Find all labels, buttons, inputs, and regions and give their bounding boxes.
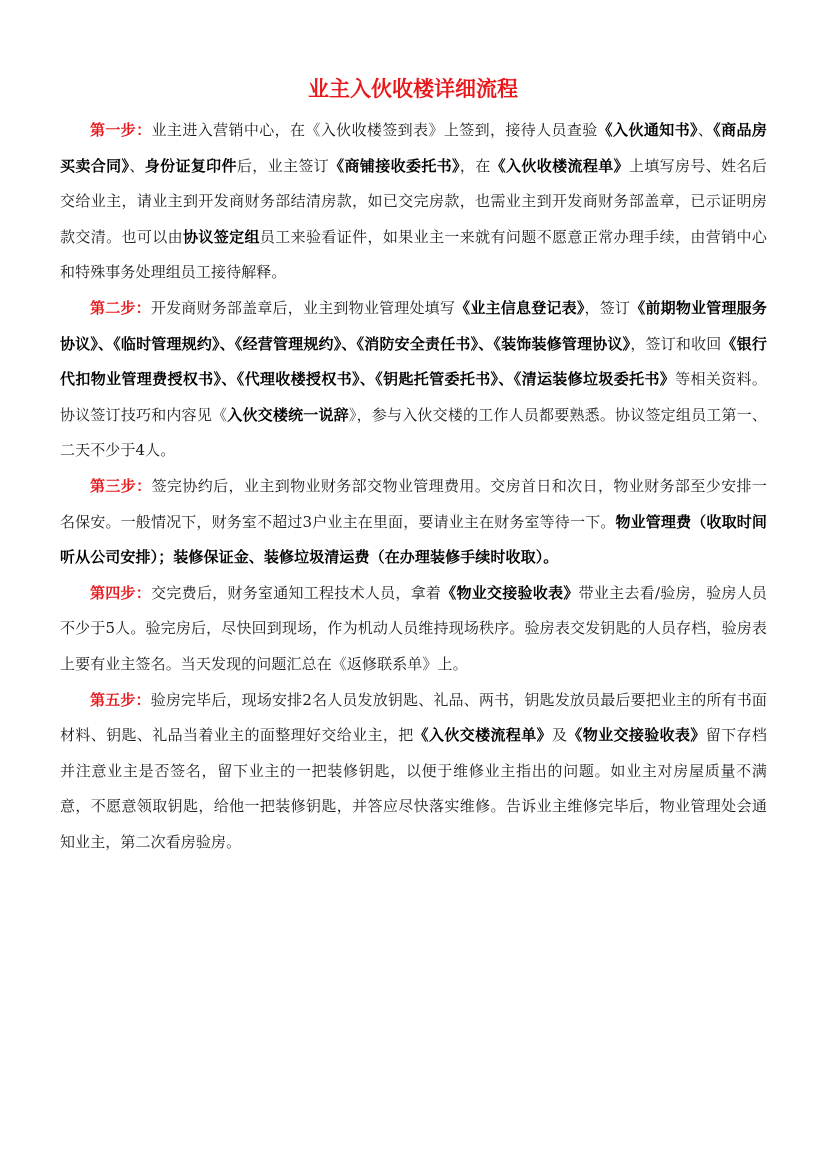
step-text-bold: 身份证复印件: [144, 156, 237, 175]
step-text-bold: 《前期物业管理服务协议》、《临时管理规约》、《经营管理规约》、《消防安全责任书》、《装饰装修管理协议》: [60, 298, 767, 353]
step-text: ，签订和收回: [630, 334, 722, 353]
step-paragraph: [60, 291, 767, 469]
step-text: 签完协约后，业主到物业财务部交物业管理费用。交房首日和次日，物业财务部至少安排一名保安。一般情况下，财务室不超过3户业主在里面，要请业主在财务室等待一下。: [60, 476, 767, 531]
step-text: 带业主去看/验房，验房人员不少于5人。验完房后，尽快回到现场，作为机动人员维持现场秩序。验房表交发钥匙的人员存档，验房表上要有业主签名。当天发现的问题汇总在《返修联系单》上。: [60, 583, 767, 673]
step-text: 验房完毕后，现场安排2名人员发放钥匙、礼品、两书，钥匙发放员最后要把业主的所有书面材料、钥匙、礼品当着业主的面整理好交给业主，把: [60, 690, 767, 745]
step-text-bold: 《银行代扣物业管理费授权书》、《代理收楼授权书》、《钥匙托管委托书》、《清运装修垃圾委托书》: [60, 334, 767, 389]
step-text-bold: 物业管理费（收取时间听从公司安排）；装修保证金、装修垃圾清运费（在办理装修手续时收取）。: [60, 512, 767, 567]
step-text-bold: 《商铺接收委托书》: [329, 156, 460, 175]
step-text-bold: 《物业交接验收表》: [567, 726, 706, 745]
page-title: 业主入伙收楼详细流程: [308, 77, 518, 101]
step-label: 第三步：: [90, 476, 152, 495]
step-text-bold: 协议签定组: [183, 227, 260, 246]
step-text: 等相关资料。协议签订技巧和内容见《: [60, 370, 767, 424]
step-label: 第四步：: [90, 583, 152, 602]
step-text: 业主进入营销中心，在《入伙收楼签到表》上签到，接待人员查验: [151, 121, 598, 139]
step-text: 》，参与入伙交楼的工作人员都要熟悉。协议签定组员工第一、二天不少于4人。: [60, 405, 767, 460]
step-paragraph: [60, 576, 767, 683]
step-text: 上填写房号、姓名后交给业主，请业主到开发商财务部结清房款，如已交完房款，也需业主到开发商财务部盖章，已示证明房款交清。也可以由: [60, 156, 767, 246]
step-text-bold: 《物业交接验收表》: [441, 583, 579, 602]
step-text: 及: [552, 726, 568, 745]
document-body: [60, 113, 767, 860]
step-text: 留下存档并注意业主是否签名，留下业主的一把装修钥匙，以便于维修业主指出的问题。如业主对房屋质量不满意，不愿意领取钥匙，给他一把装修钥匙，并答应尽快落实维修。告诉业主维修完毕后，物业管理处会通知业主，第二次看房验房。: [60, 726, 767, 851]
step-label: 第五步：: [90, 690, 151, 709]
step-text: 开发商财务部盖章后，业主到物业管理处填写: [150, 298, 456, 317]
step-paragraph: [60, 683, 767, 861]
step-label: 第二步：: [90, 298, 151, 317]
step-text-bold: 《入伙交楼流程单》: [413, 726, 552, 745]
step-text: 、: [697, 121, 714, 139]
step-text: 后，业主签订: [236, 156, 330, 175]
step-text-bold: 入伙交楼统一说辞: [227, 405, 349, 424]
step-paragraph: [60, 469, 767, 576]
step-text: ，在: [459, 156, 491, 175]
step-label: 第一步：: [90, 121, 152, 139]
step-text: 、: [129, 156, 145, 175]
step-text-bold: 《业主信息登记表》: [455, 298, 585, 317]
step-paragraph: [60, 113, 767, 291]
step-text-bold: 《商品房买卖合同》: [60, 121, 768, 175]
step-text: 员工来验看证件，如果业主一来就有问题不愿意正常办理手续，由营销中心和特殊事务处理组员工接待解释。: [60, 227, 767, 282]
step-text-bold: 《入伙收楼流程单》: [490, 156, 629, 175]
step-text-bold: 《入伙通知书》: [597, 121, 698, 139]
step-text: ，签订: [584, 298, 631, 317]
step-text: 交完费后，财务室通知工程技术人员，拿着: [151, 583, 442, 602]
